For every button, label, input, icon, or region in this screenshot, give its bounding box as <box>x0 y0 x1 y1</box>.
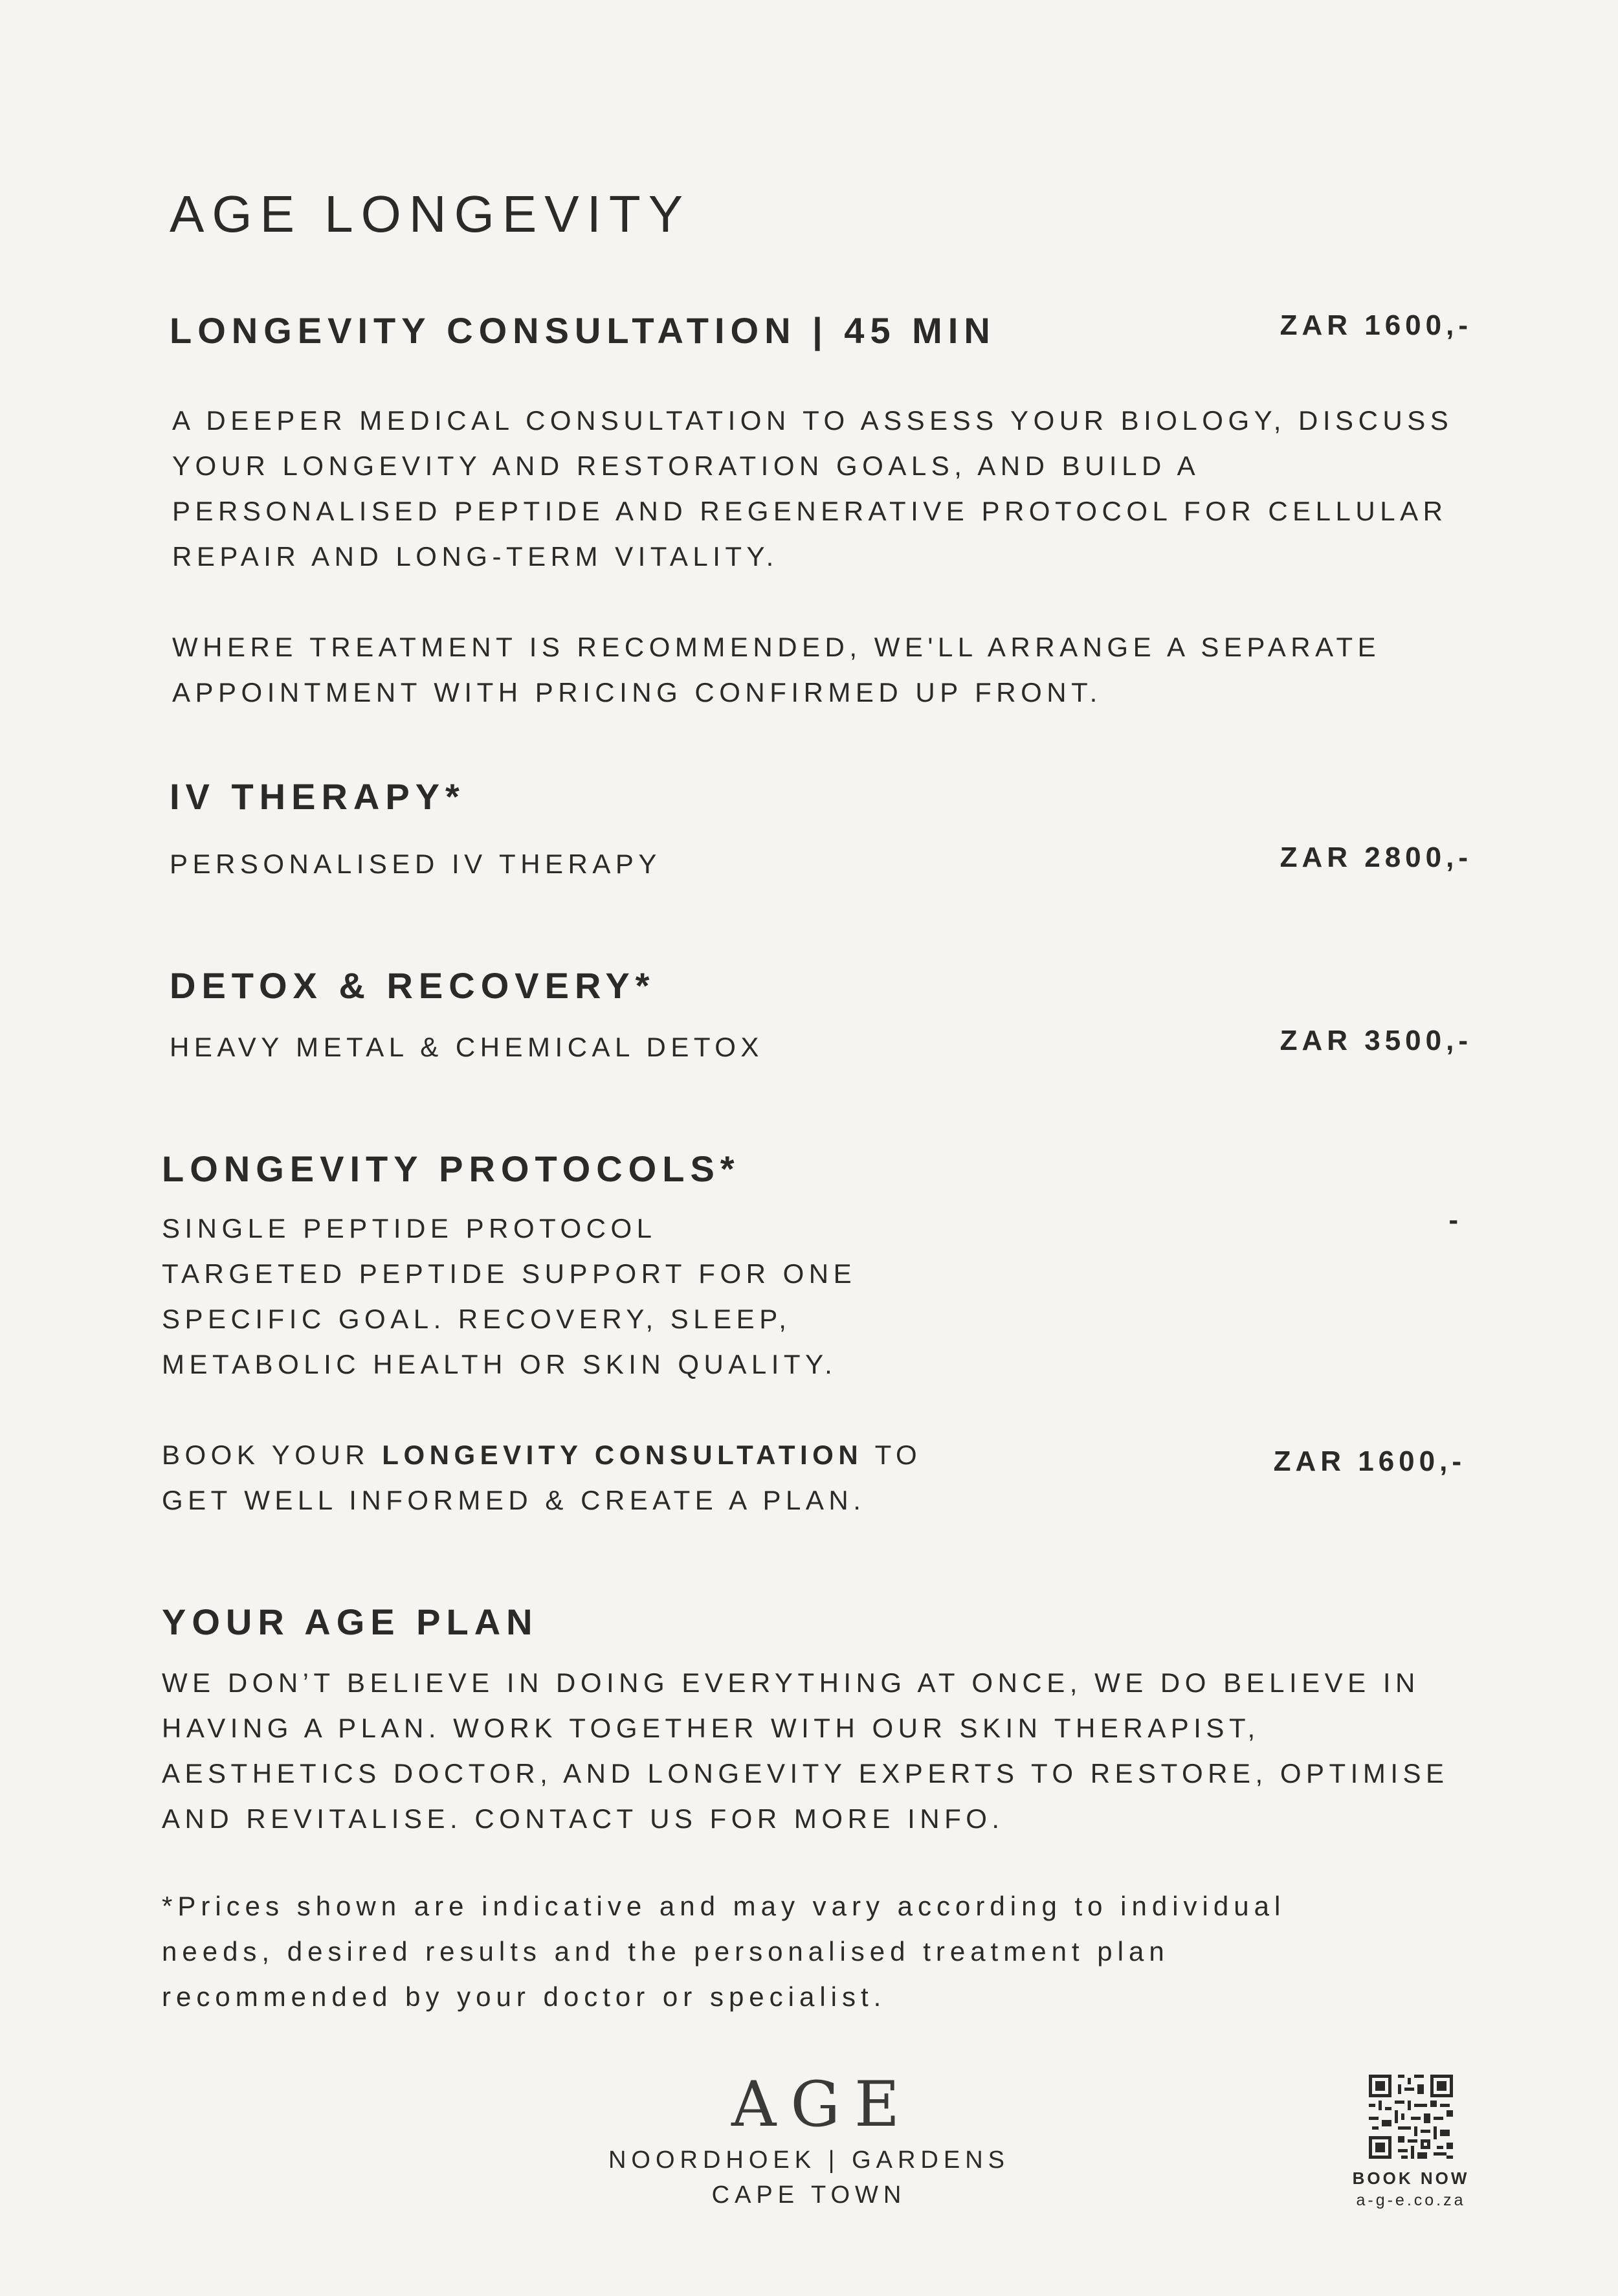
consultation-line: A DEEPER MEDICAL CONSULTATION TO ASSESS YOUR BIOLOGY, DISCUSS <box>172 405 1454 436</box>
protocols-booking-line2: GET WELL INFORMED & CREATE A PLAN. <box>162 1485 866 1515</box>
consultation-note <box>172 625 1380 715</box>
protocols-line: SINGLE PEPTIDE PROTOCOL <box>162 1213 657 1243</box>
plan-line: AND REVITALISE. CONTACT US FOR MORE INFO. <box>162 1803 1004 1834</box>
detox-item: HEAVY METAL & CHEMICAL DETOX <box>170 1032 764 1062</box>
website-link[interactable]: a-g-e.co.za <box>1356 2191 1466 2209</box>
footer-address <box>550 2143 1068 2212</box>
protocols-line: METABOLIC HEALTH OR SKIN QUALITY. <box>162 1349 837 1379</box>
consultation-description <box>172 398 1453 579</box>
consultation-note-line: WHERE TREATMENT IS RECOMMENDED, WE'LL ARRANGE A SEPARATE <box>172 632 1381 662</box>
iv-therapy-item: PERSONALISED IV THERAPY <box>170 849 661 879</box>
disclaimer-line: recommended by your doctor or specialist. <box>162 1981 887 2012</box>
protocols-booking-line1 <box>162 1432 922 1478</box>
protocols-description <box>162 1206 856 1387</box>
consultation-note-line: APPOINTMENT WITH PRICING CONFIRMED UP FRONT. <box>172 677 1102 708</box>
price-disclaimer <box>162 1884 1285 2020</box>
book-now-label[interactable]: BOOK NOW <box>1352 2168 1470 2188</box>
protocols-line: SPECIFIC GOAL. RECOVERY, SLEEP, <box>162 1304 792 1334</box>
plan-line: HAVING A PLAN. WORK TOGETHER WITH OUR SKIN THERAPIST, <box>162 1713 1260 1743</box>
consultation-heading: LONGEVITY CONSULTATION | 45 MIN <box>170 310 996 351</box>
iv-therapy-heading: IV THERAPY* <box>170 776 465 817</box>
consultation-line: PERSONALISED PEPTIDE AND REGENERATIVE PROTOCOL FOR CELLULAR <box>172 496 1448 526</box>
footer-locations: NOORDHOEK | GARDENS <box>608 2146 1010 2174</box>
plan-line: WE DON’T BELIEVE IN DOING EVERYTHING AT ONCE, WE DO BELIEVE IN <box>162 1667 1420 1698</box>
disclaimer-line: *Prices shown are indicative and may vary according to individual <box>162 1891 1286 1921</box>
booking-bold: LONGEVITY CONSULTATION <box>382 1440 863 1470</box>
detox-heading: DETOX & RECOVERY* <box>170 965 656 1006</box>
booking-prefix: BOOK YOUR <box>162 1440 382 1470</box>
protocols-booking-price: ZAR 1600,- <box>1273 1445 1466 1477</box>
iv-therapy-price: ZAR 2800,- <box>1280 841 1472 873</box>
consultation-price: ZAR 1600,- <box>1280 309 1472 341</box>
protocols-heading: LONGEVITY PROTOCOLS* <box>162 1148 740 1189</box>
protocols-booking <box>162 1432 922 1523</box>
footer-city: CAPE TOWN <box>711 2181 907 2209</box>
page-title: AGE LONGEVITY <box>170 185 691 243</box>
age-logo: AGE <box>731 2068 914 2141</box>
plan-line: AESTHETICS DOCTOR, AND LONGEVITY EXPERTS TO RESTORE, OPTIMISE <box>162 1758 1449 1789</box>
detox-price: ZAR 3500,- <box>1280 1025 1472 1056</box>
protocols-line: TARGETED PEPTIDE SUPPORT FOR ONE <box>162 1258 857 1289</box>
disclaimer-line: needs, desired results and the personalised treatment plan <box>162 1936 1169 1967</box>
consultation-line: YOUR LONGEVITY AND RESTORATION GOALS, AND BUILD A <box>172 451 1201 481</box>
booking-suffix: TO <box>863 1440 922 1470</box>
qr-code-icon[interactable] <box>1369 2075 1453 2159</box>
plan-description <box>162 1660 1449 1842</box>
protocols-price: - <box>1448 1204 1463 1236</box>
plan-heading: YOUR AGE PLAN <box>162 1601 538 1642</box>
consultation-line: REPAIR AND LONG-TERM VITALITY. <box>172 541 779 572</box>
